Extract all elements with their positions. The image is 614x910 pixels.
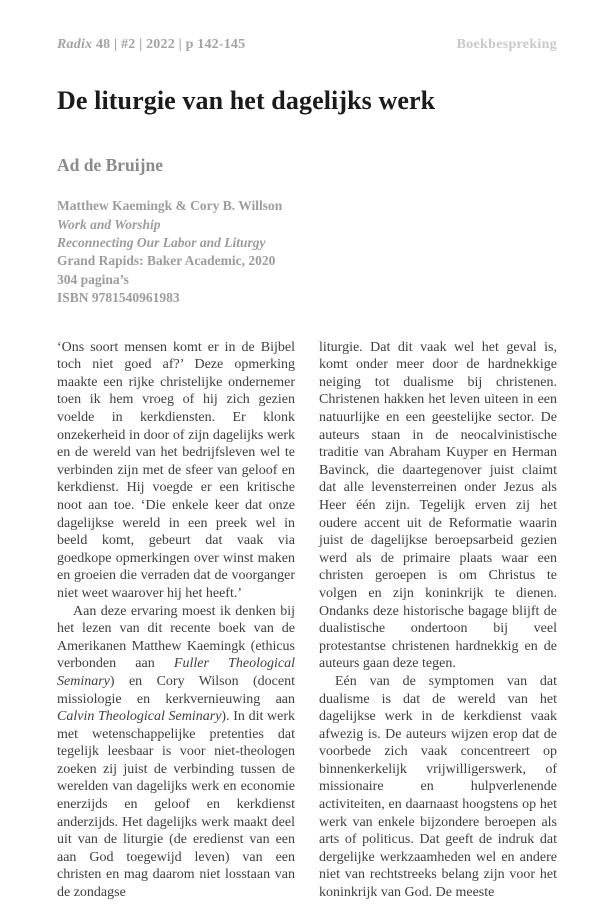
- book-authors: Matthew Kaemingk & Cory B. Willson: [57, 198, 283, 214]
- book-info: [57, 197, 557, 307]
- book-isbn: ISBN 9781540961983: [57, 290, 180, 306]
- journal-name: Radix: [57, 37, 93, 52]
- body-paragraph: [57, 603, 295, 902]
- body-paragraph: [319, 339, 557, 673]
- italic-text-run: Calvin Theological Seminary: [57, 709, 222, 725]
- section-label: Boekbespreking: [456, 37, 557, 52]
- body-paragraph: [57, 339, 295, 603]
- book-title: Work and Worship: [57, 216, 161, 232]
- reviewer-name: Ad de Bruijne: [57, 155, 163, 176]
- issue-info: 48 | #2 | 2022 | p 142-145: [95, 37, 246, 52]
- text-run: ). In dit werk met wetenschappelijke pretenties dat tegelijk leesbaar is voor niet-theologen zoeken zij juist de verbinding tussen de werelden van dagelijks werk en economie enerzijds en geloof en kerkdienst anderzijds. Het dagelijks werk maakt deel uit van de liturgie (de eredienst van een aan God toegewijd leven) van een christen en mag daarom niet losstaan van de zondagse: [57, 709, 295, 901]
- body-paragraph: [319, 673, 557, 902]
- review-text-column-right: [319, 339, 557, 902]
- review-body: [57, 339, 557, 902]
- text-run: ‘Ons soort mensen komt er in de Bijbel toch niet goed af?’ Deze opmerking maakte een rijke christelijke ondernemer toen ik hem vroeg of hij zich gezien voelde in kerkdiensten. Er klonk onzekerheid in door of zijn dagelijks werk en de wereld van het bedrijfsleven wel te verbinden zijn met de sfeer van geloof en kerkdienst. Hij voegde er een kritische noot aan toe. ‘Die enkele keer dat onze dagelijkse wereld in een preek wel in beeld komt, gebeurt dat vaak via goedkope opmerkingen over winst maken en groeien die verraden dat de voorganger niet weet waarover hij het heeft.’: [57, 339, 295, 601]
- page-header: [57, 38, 557, 52]
- text-run: Aan deze ervaring moest ik denken bij het lezen van dit recente boek van de Amerikanen Matthew Kaemingk (ethicus verbonden aan: [57, 603, 295, 672]
- italic-text-run: Fuller Theological Seminary: [57, 656, 295, 689]
- text-run: ) en Cory Wilson (docent missiologie en kerkvernieuwing aan: [57, 673, 295, 707]
- book-subtitle: Reconnecting Our Labor and Liturgy: [57, 235, 266, 250]
- review-text-column-left: [57, 339, 295, 902]
- article-title: De liturgie van het dagelijks werk: [57, 86, 436, 115]
- book-page-count: 304 pagina’s: [57, 271, 129, 287]
- book-publisher: Grand Rapids: Baker Academic, 2020: [57, 253, 276, 269]
- text-run: Eén van de symptomen van dat dualisme is dat de wereld van het dagelijkse werk in de kerkdienst vaak afwezig is. De auteurs wijzen erop dat de voorbede zich vaak concentreert op binnenkerkelijk vrijwilligerswerk, of missionaire en hulpverlenende activiteiten, en daarnaast hoogstens op het werk van enkele bijzondere beroepen als arts of politicus. Dat geeft de indruk dat dergelijke werkzaamheden wel en andere niet van rechtstreeks belang zijn voor het koninkrijk van God. De meeste: [319, 673, 557, 901]
- text-run: liturgie. Dat dit vaak wel het geval is, komt onder meer door de hardnekkige neiging tot dualisme bij christenen. Christenen hakken het leven uiteen in een natuurlijke en een geestelijke sector. De auteurs staan in de neocalvinistische traditie van Abraham Kuyper en Herman Bavinck, die daartegenover juist claimt dat alle levensterreinen onder Jezus als Heer één zijn. Tegelijk erven zij het oudere accent uit de Reformatie waarin juist de dagelijkse beroepsarbeid gezien werd als de primaire plaats waar een christen geroepen is om Christus te volgen en zijn koninkrijk te dienen. Ondanks deze historische bagage blijft de dualistische ondertoon bij veel protestantse christenen hardnekkig en de auteurs gaan deze tegen.: [319, 339, 557, 672]
- journal-meta: [57, 38, 245, 52]
